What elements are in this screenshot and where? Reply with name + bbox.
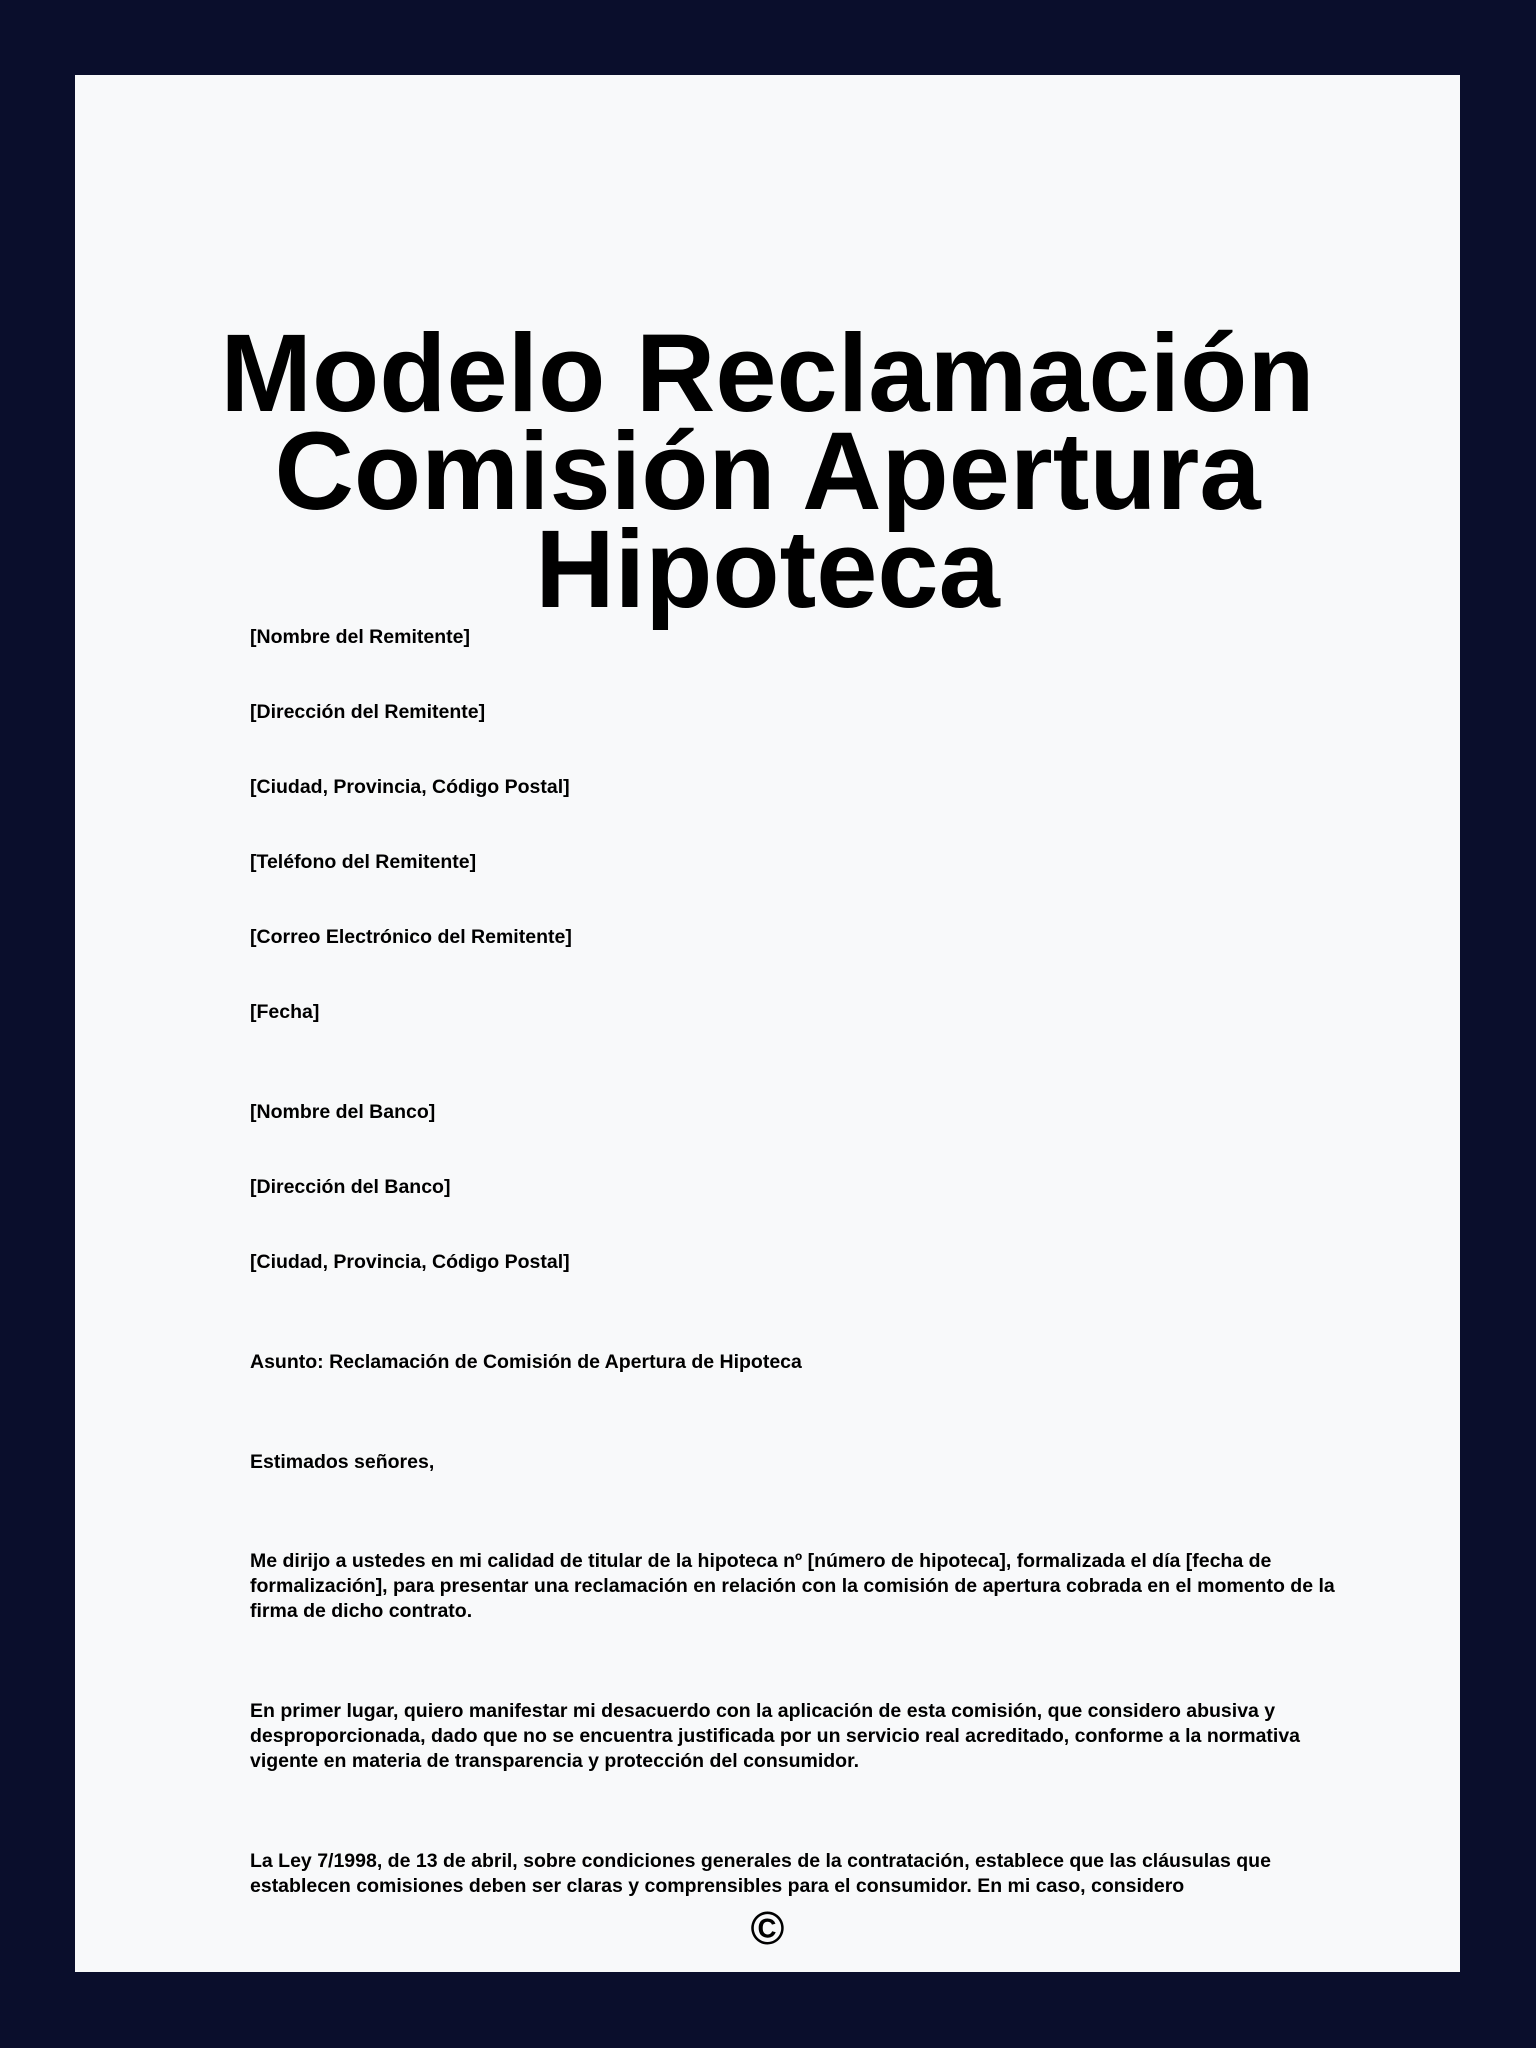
- copyright-icon: ©: [750, 1902, 785, 1954]
- sender-address: [Dirección del Remitente]: [250, 701, 486, 723]
- paragraph-1: Me dirijo a ustedes en mi calidad de titular de la hipoteca nº [número de hipoteca], formalizada el día [fecha de formalización], para presentar una reclamación en relación con la comisión de apertura cobrada en el momento de la firma de dicho contrato.: [250, 1550, 1335, 1622]
- document-body: [75, 75, 1460, 1910]
- sender-name: [Nombre del Remitente]: [250, 626, 470, 648]
- sender-phone: [Teléfono del Remitente]: [250, 851, 477, 873]
- document-title: Modelo Reclamación Comisión Apertura Hipoteca: [220, 312, 1315, 631]
- sender-email: [Correo Electrónico del Remitente]: [250, 926, 572, 948]
- subject-line: Asunto: Reclamación de Comisión de Apertura de Hipoteca: [250, 1351, 802, 1373]
- sender-city: [Ciudad, Provincia, Código Postal]: [250, 776, 570, 798]
- letter-date: [Fecha]: [250, 1001, 320, 1023]
- bank-address: [Dirección del Banco]: [250, 1176, 451, 1198]
- document-page: [75, 75, 1460, 1972]
- bank-city: [Ciudad, Provincia, Código Postal]: [250, 1251, 570, 1273]
- paragraph-3: La Ley 7/1998, de 13 de abril, sobre condiciones generales de la contratación, establece que las cláusulas que establecen comisiones deben ser claras y comprensibles para el consumidor. En mi caso, considero: [250, 1850, 1271, 1897]
- paragraph-2: En primer lugar, quiero manifestar mi desacuerdo con la aplicación de esta comisión, que considero abusiva y desproporcionada, dado que no se encuentra justificada por un servicio real acreditado, conforme a la normativa vigente en materia de transparencia y protección del consumidor.: [250, 1700, 1301, 1772]
- greeting: Estimados señores,: [250, 1451, 435, 1473]
- bank-name: [Nombre del Banco]: [250, 1101, 436, 1123]
